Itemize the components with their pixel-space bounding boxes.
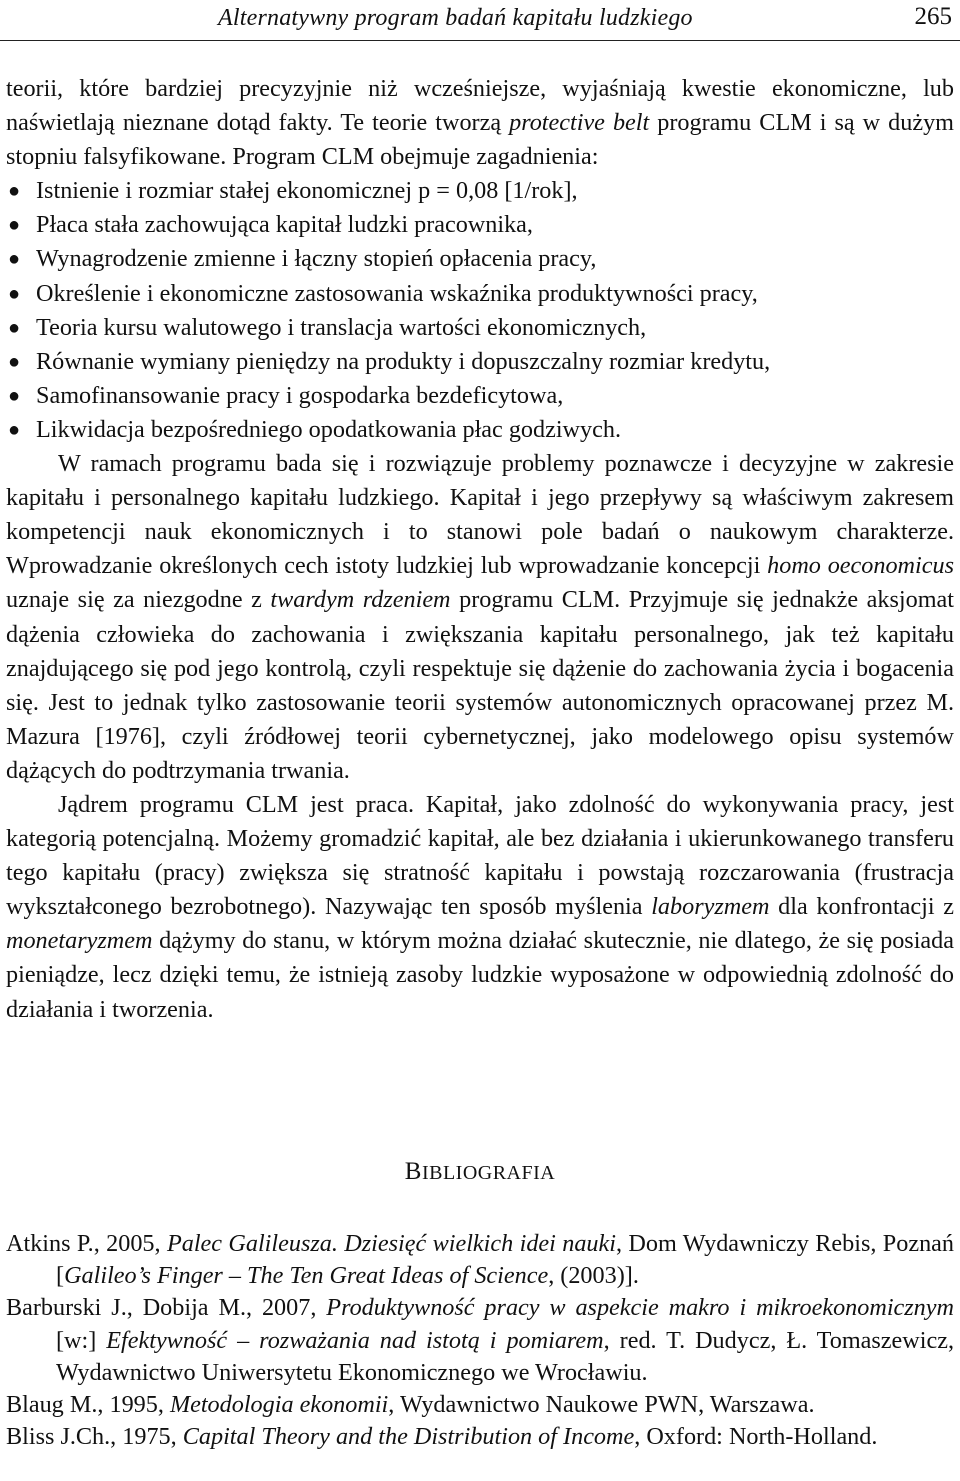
bullet-icon: ● <box>8 316 21 339</box>
entry-author: Blaug M., 1995, <box>6 1391 170 1419</box>
page-number: 265 <box>914 3 952 30</box>
paragraph-text: dla konfrontacji z <box>769 893 954 921</box>
bullet-icon: ● <box>8 180 21 203</box>
list-item <box>8 413 954 447</box>
bullet-icon: ● <box>8 248 21 271</box>
entry-title: Metodologia ekonomii <box>169 1391 389 1419</box>
list-item-text: Równanie wymiany pieniędzy na produkty i dopuszczalny rozmiar kredytu, <box>36 347 771 375</box>
bibliography-entry <box>6 1292 954 1389</box>
entry-publisher: , Dom Wydawniczy Rebis, Poznań [ <box>56 1230 954 1290</box>
bibliography-entry <box>6 1421 954 1453</box>
bullet-icon: ● <box>8 282 21 305</box>
entry-original-title: Galileo’s Finger – The Ten Great Ideas of Science <box>64 1262 549 1290</box>
list-item <box>8 277 954 311</box>
entry-author: Bliss J.Ch., 1975, <box>6 1423 183 1451</box>
entry-title: Produktywność pracy w aspekcie makro i mikroekonomicznym <box>326 1294 954 1322</box>
entry-details: , (2003)]. <box>548 1262 639 1290</box>
emphasis-laboryzm: laboryzmem <box>651 893 770 921</box>
list-item-text: Wynagrodzenie zmienne i łączny stopień opłacenia pracy, <box>36 245 597 273</box>
list-item-text: Teoria kursu walutowego i translacja wartości ekonomicznych, <box>36 313 647 341</box>
list-item-text: Samofinansowanie pracy i gospodarka bezdeficytowa, <box>36 381 564 409</box>
bibliography-entry <box>6 1228 954 1292</box>
emphasis-twardy-rdzen: twardym rdzeniem <box>270 586 451 614</box>
bibliography-entry <box>6 1389 954 1421</box>
topics-list <box>6 174 954 447</box>
bullet-icon: ● <box>8 214 21 237</box>
list-item <box>8 311 954 345</box>
bullet-icon: ● <box>8 384 21 407</box>
entry-title: Palec Galileusza. Dziesięć wielkich idei nauki <box>166 1230 616 1257</box>
entry-in: [w:] <box>56 1326 107 1354</box>
heading-initial: B <box>404 1158 422 1185</box>
list-item <box>8 208 954 242</box>
emphasis-homo-oeconomicus: homo oeconomicus <box>767 552 954 580</box>
paragraph-text: dążymy do stanu, w którym można działać skutecznie, nie dlatego, że się posiada pieniądze, lecz dzięki temu, że istnieją zasoby ludzkie wyposażone w odpowiednią zdolność do działania i tworzenia. <box>6 927 954 1023</box>
running-title: Alternatywny program badań kapitału ludzkiego <box>218 5 693 31</box>
body-text <box>6 72 954 1027</box>
bullet-icon: ● <box>8 350 21 373</box>
emphasis-monetaryzm: monetaryzmem <box>6 927 153 955</box>
intro-paragraph <box>6 72 954 174</box>
bibliography-heading <box>0 1158 960 1186</box>
list-item-text: Likwidacja bezpośredniego opodatkowania płac godziwych. <box>36 415 621 443</box>
paragraph-text: W ramach programu bada się i rozwiązuje problemy poznawcze i decyzyjne w zakresie kapitału i personalnego kapitału ludzkiego. Kapitał i jego przepływy są właściwym zakresem kompetencji nauk ekonomicznych i to stanowi pole badań o naukowym charakterze. Wprowadzanie określonych cech istoty ludzkiej lub wprowadzanie koncepcji <box>6 450 954 580</box>
list-item <box>8 242 954 276</box>
intro-emphasis: protective belt <box>509 109 650 137</box>
list-item-text: Istnienie i rozmiar stałej ekonomicznej p = 0,08 [1/rok], <box>36 177 578 205</box>
list-item-text: Płaca stała zachowująca kapitał ludzki pracownika, <box>36 211 533 239</box>
paragraph-program-scope <box>6 447 954 788</box>
entry-title: Capital Theory and the Distribution of Income <box>182 1423 635 1451</box>
heading-rest: IBLIOGRAFIA <box>421 1162 556 1184</box>
paragraph-text: Jądrem programu CLM jest praca. Kapitał, jako zdolność do wykonywania pracy, jest kategorią potencjalną. Możemy gromadzić kapitał, ale bez działania i ukierunkowanego transferu tego kapitału (pracy) zwiększa się stratność kapitału i powstają rozczarowania (frustracja wykształconego bezrobotnego). Nazywając ten sposób myślenia <box>6 790 954 921</box>
entry-publisher: , Oxford: North-Holland. <box>634 1423 878 1451</box>
entry-book-title: Efektywność – rozważania nad istotą i pomiarem <box>106 1326 604 1354</box>
list-item <box>8 345 954 379</box>
intro-text: teorii, które bardziej precyzyjnie niż wcześniejsze, wyjaśniają kwestie ekonomiczne, lub naświetlają nieznane dotąd fakty. Te teorie tworzą <box>6 75 954 137</box>
intro-text-2: programu CLM i są w dużym stopniu falsyfikowane. Program CLM obejmuje zagadnienia: <box>6 109 955 171</box>
running-header <box>0 0 960 41</box>
list-item <box>8 174 954 208</box>
entry-publisher: , Wydawnictwo Naukowe PWN, Warszawa. <box>388 1391 815 1419</box>
paragraph-program-core <box>6 788 954 1027</box>
entry-details: , red. T. Dudycz, Ł. Tomaszewicz, Wydawnictwo Uniwersytetu Ekonomicznego we Wrocławiu. <box>56 1326 954 1386</box>
paragraph-text: uznaje się za niezgodne z <box>6 586 271 614</box>
list-item <box>8 379 954 413</box>
paragraph-text: programu CLM. Przyjmuje się jednakże aksjomat dążenia człowieka do zachowania i zwiększania kapitału personalnego, jak też kapitału znajdującego się pod jego kontrolą, czyli respektuje się dążenie do zachowania życia i bogacenia się. Jest to jednak tylko zastosowanie teorii systemów autonomicznych opracowanej przez M. Mazura [1976], czyli źródłowej teorii cybernetycznej, jako modelowego opisu systemów dążących do podtrzymania trwania. <box>6 586 954 784</box>
list-item-text: Określenie i ekonomiczne zastosowania wskaźnika produktywności pracy, <box>36 279 758 307</box>
entry-author: Atkins P., 2005, <box>6 1230 167 1257</box>
bibliography-list <box>6 1228 954 1453</box>
bullet-icon: ● <box>8 418 21 441</box>
entry-author: Barburski J., Dobija M., 2007, <box>6 1294 327 1322</box>
